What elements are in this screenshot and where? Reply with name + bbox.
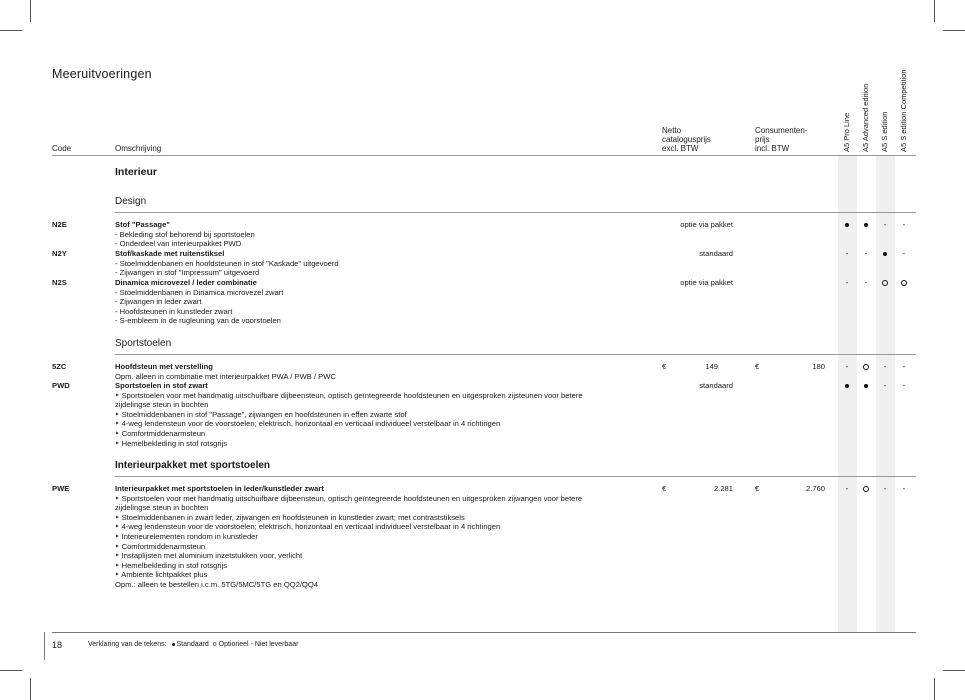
consumer-price: 180 (812, 362, 825, 371)
row-code: PWE (52, 484, 70, 493)
standard-dot-icon (172, 643, 175, 646)
header-description: Omschrijving (115, 144, 162, 153)
not-available-dash: - (902, 249, 906, 258)
crop-mark (30, 678, 31, 700)
not-available-dash: - (902, 220, 906, 229)
standard-dot-icon (838, 381, 856, 391)
page-number: 18 (52, 640, 63, 650)
consumer-price: 2.760 (805, 484, 825, 493)
price-note: standaard (699, 249, 733, 258)
optional-circle-icon (857, 484, 875, 494)
currency-symbol: € (662, 362, 667, 371)
option-description-n2s: Dinamica microvezel / leder combinatie - Stoelmiddenbanen in Dinamica microvezel zwart - Zijwangen in leder zwart - Hoofdsteunen in kunstleder zwart - S-embleem in de rugleuning van de voorstoelen (115, 278, 284, 326)
row-code: PWD (52, 381, 70, 390)
not-available-dash: - (845, 278, 849, 287)
price-note: optie via pakket (680, 278, 733, 287)
currency-symbol: € (662, 484, 667, 493)
not-available-dash: - (845, 362, 849, 371)
crop-mark (30, 0, 31, 22)
not-available-dash: - (883, 381, 887, 390)
not-available-dash: - (883, 484, 887, 493)
header-version-advanced: A5 Advanced edition (861, 83, 870, 152)
crop-mark (943, 30, 965, 31)
row-code: 5ZC (52, 362, 67, 371)
header-code: Code (52, 144, 72, 153)
option-description-n2e: Stof "Passage" - Bekleding stof behorend bij sportstoelen - Onderdeel van interieurpakket PWD (115, 220, 255, 249)
optional-circle-icon (895, 278, 913, 288)
not-available-dash: - (902, 484, 906, 493)
option-description-n2y: Stof/kaskade met ruitenstiksel - Stoelmiddenbanen en hoofdsteunen in stof "Kaskade" uitgevoerd - Zijwangen in stof "Impressum" uitgevoerd (115, 249, 339, 278)
currency-symbol: € (755, 362, 760, 371)
section-divider (115, 476, 916, 477)
header-version-s-competition: A5 S edition Competition (899, 69, 908, 152)
optional-circle-icon (876, 278, 894, 288)
crop-mark (934, 678, 935, 700)
standard-dot-icon (876, 249, 894, 259)
not-available-dash: - (845, 484, 849, 493)
not-available-dash: - (902, 381, 906, 390)
row-code: N2S (52, 278, 67, 287)
header-version-s-edition: A5 S edition (880, 111, 889, 152)
not-available-dash: - (883, 362, 887, 371)
crop-mark (943, 670, 965, 671)
currency-symbol: € (755, 484, 760, 493)
header-net-price: Netto catalogusprijs excl. BTW (662, 126, 711, 153)
price-note: standaard (699, 381, 733, 390)
option-description-pwd: Sportstoelen in stof zwart ‣ Sportstoelen voor met handmatig uitschuifbare dijbeensteun, optisch geïntegreerde hoofdsteunen en uitgesproken zijsteunen voor betere zijdelingse steun in bochten ‣ Stoelmiddenbanen in stof "Passage", zijwangen en hoofdsteunen in effen zwarte stof ‣ 4-weg lendensteun voor de voorstoelen; elektrisch, horizontaal en verticaal individueel verstelbaar in 4 richtingen ‣ Comfortmiddenarmsteun ‣ Hemelbekleding in stof rotsgrijs (115, 381, 583, 448)
row-code: N2Y (52, 249, 67, 258)
optional-circle-icon (857, 362, 875, 372)
row-code: N2E (52, 220, 67, 229)
section-divider (115, 354, 916, 355)
not-available-dash: - (864, 278, 868, 287)
option-description-5zc: Hoofdsteun met verstelling Opm. alleen in combinatie met interieurpakket PWA / PWB / PWC (115, 362, 336, 381)
price-note: optie via pakket (680, 220, 733, 229)
section-title-sportstoelen: Sportstoelen (115, 338, 172, 349)
not-available-dash: - (902, 362, 906, 371)
crop-mark (0, 670, 22, 671)
option-description-pwe: Interieurpakket met sportstoelen in leder/kunstleder zwart ‣ Sportstoelen voor met handmatig uitschuifbare dijbeensteun, optisch geïntegreerde hoofdsteunen en uitgesproken zijwangen voor betere zijdelingse steun in bochten ‣ Stoelmiddenbanen in zwart leder, zijwangen en hoofdsteunen in kunstleder zwart; met contraststiksels ‣ 4-weg lendensteun voor de voorstoelen; elektrisch, horizontaal en verticaal individueel verstelbaar in 4 richtingen ‣ Interieurelementen rondom in kunstleder ‣ Comfortmiddenarmsteun ‣ Instaplijsten met aluminium inzetstukken voor, verlicht ‣ Hemelbekleding in stof rotsgrijs ‣ Ambiente lichtpakket plus Opm.: alleen te bestellen i.c.m. 5TG/5MC/5TG en QQ2/QQ4 (115, 484, 583, 589)
standard-dot-icon (857, 220, 875, 230)
net-price: 149 (705, 362, 718, 371)
category-title: Interieur (115, 166, 158, 178)
not-available-dash: - (864, 249, 868, 258)
standard-dot-icon (857, 381, 875, 391)
crop-mark (934, 0, 935, 22)
net-price: 2.281 (713, 484, 733, 493)
header-divider (52, 155, 916, 156)
header-consumer-price: Consumenten- prijs incl. BTW (755, 126, 808, 153)
page-title: Meeruitvoeringen (52, 67, 152, 81)
standard-dot-icon (838, 220, 856, 230)
not-available-dash: - (883, 220, 887, 229)
legend: Verklaring van de tekens: Standaard o Optioneel - Niet leverbaar (88, 641, 299, 648)
crop-mark (0, 30, 22, 31)
footer-divider (52, 632, 916, 633)
section-title-interieurpakket: Interieurpakket met sportstoelen (115, 460, 271, 471)
not-available-dash: - (845, 249, 849, 258)
header-version-pro-line: A5 Pro Line (842, 112, 851, 152)
footer-page-border (44, 632, 45, 660)
section-title-design: Design (115, 196, 147, 207)
section-divider (115, 212, 916, 213)
